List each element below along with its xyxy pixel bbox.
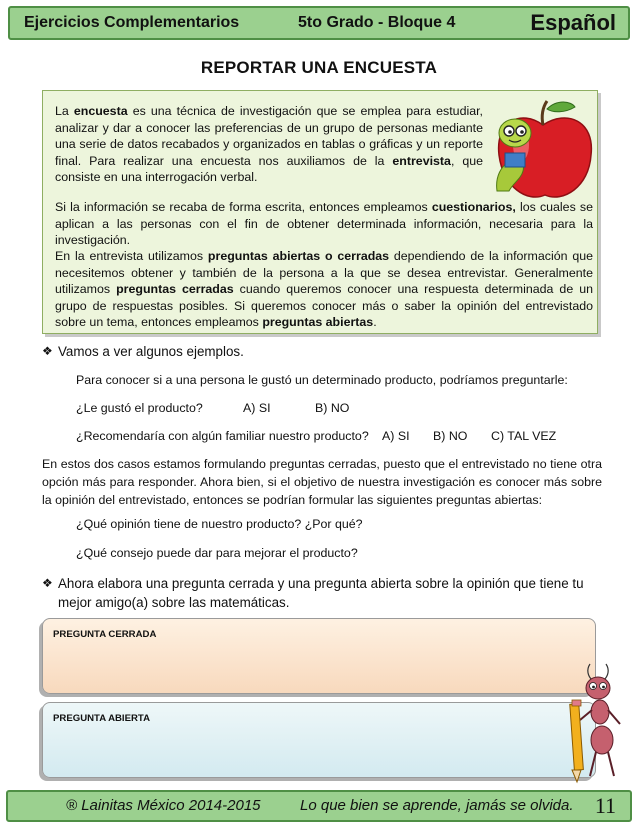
page-title: REPORTAR UNA ENCUESTA	[200, 58, 438, 77]
footer-copyright: ® Lainitas México 2014-2015	[66, 797, 261, 814]
open-question-answer-box[interactable]	[42, 702, 596, 778]
footer-motto: Lo que bien se aprende, jamás se olvida.	[300, 797, 574, 814]
term-encuesta: encuesta	[73, 104, 128, 118]
header-subject-series: Ejercicios Complementarios	[24, 14, 240, 31]
info-paragraph-1	[55, 103, 483, 186]
diamond-bullet-icon: ❖	[42, 344, 53, 358]
open-question-2: ¿Qué consejo puede dar para mejorar el producto?	[76, 546, 358, 560]
examples-intro: Vamos a ver algunos ejemplos.	[58, 344, 244, 359]
info-paragraph-3	[55, 248, 593, 331]
info-box	[42, 90, 598, 334]
header-subject: Español	[530, 10, 616, 35]
page-number: 11	[594, 793, 616, 818]
text-run: , que consiste en una interrogación verbal.	[55, 153, 483, 184]
q2-option-a: A) SI	[382, 429, 410, 443]
info-paragraph-2	[55, 199, 593, 249]
text-run: Si la información se recaba de forma escrita, entonces empleamos	[55, 200, 432, 214]
closed-question-answer-box[interactable]	[42, 618, 596, 694]
q1-option-a: A) SI	[243, 401, 271, 415]
open-question-1: ¿Qué opinión tiene de nuestro producto? ¿Por qué?	[76, 517, 363, 531]
worm-apple-illustration	[491, 95, 595, 205]
text-run: En la entrevista utilizamos	[55, 249, 208, 263]
task-instruction: Ahora elabora una pregunta cerrada y una pregunta abierta sobre la opinión que tiene tu mejor amigo(a) sobre las matemáticas.	[58, 576, 584, 610]
ant-with-pencil-illustration	[566, 660, 634, 784]
diamond-bullet-icon: ❖	[42, 576, 53, 590]
closed-question-label: PREGUNTA CERRADA	[53, 629, 157, 640]
text-run: es una técnica de investigación que se emplea para estudiar, analizar y dar a conocer las preferencias de un grupo de personas mediante una serie de datos recabados y organizados en tablas o gráficas y un reporte final. Para realizar una encuesta nos auxiliamos de la	[55, 104, 483, 168]
page-footer	[6, 790, 632, 822]
term-entrevista: entrevista	[392, 153, 451, 168]
text-run: dependiendo de la información que necesitemos obtener y también de la persona a la que se desea entrevistar. Generalmente utilizamos	[55, 249, 594, 296]
text-run: los cuales se aplican a las personas con el fin de obtener determinada información, necesaria para la investigación.	[55, 200, 593, 247]
q2-option-c: C) TAL VEZ	[491, 429, 557, 443]
example-question-2: ¿Recomendaría con algún familiar nuestro producto?	[76, 429, 369, 443]
term-cuestionarios: cuestionarios,	[431, 200, 516, 214]
example-question-1: ¿Le gustó el producto?	[76, 401, 203, 415]
term-preguntas-abiertas: preguntas abiertas	[262, 315, 374, 329]
page-header	[8, 6, 630, 40]
example-line: Para conocer si a una persona le gustó un determinado producto, podríamos preguntarle:	[76, 373, 568, 387]
explanation-paragraph: En estos dos casos estamos formulando preguntas cerradas, puesto que el entrevistado no tiene otra opción más para responder. Ahora bien, si el objetivo de nuestra investigación es conocer más sobre la opinión del entrevistado, entonces se podrían formular las siguientes preguntas abiertas:	[42, 457, 602, 507]
term-preguntas-cerradas: preguntas cerradas	[116, 282, 234, 296]
q1-option-b: B) NO	[315, 401, 350, 415]
term-preguntas-abiertas-cerradas: preguntas abiertas o cerradas	[207, 249, 390, 263]
text-run: La	[55, 104, 74, 118]
text-run: cuando queremos conocer una respuesta determinada de un grupo de respuestas posibles. Si queremos conocer más o saber la opinión del entrevistado sobre un tema, entonces empleamos	[55, 282, 593, 329]
open-question-label: PREGUNTA ABIERTA	[53, 713, 150, 724]
header-grade-block: 5to Grado - Bloque 4	[298, 14, 456, 31]
q2-option-b: B) NO	[433, 429, 468, 443]
text-run: .	[373, 315, 377, 329]
